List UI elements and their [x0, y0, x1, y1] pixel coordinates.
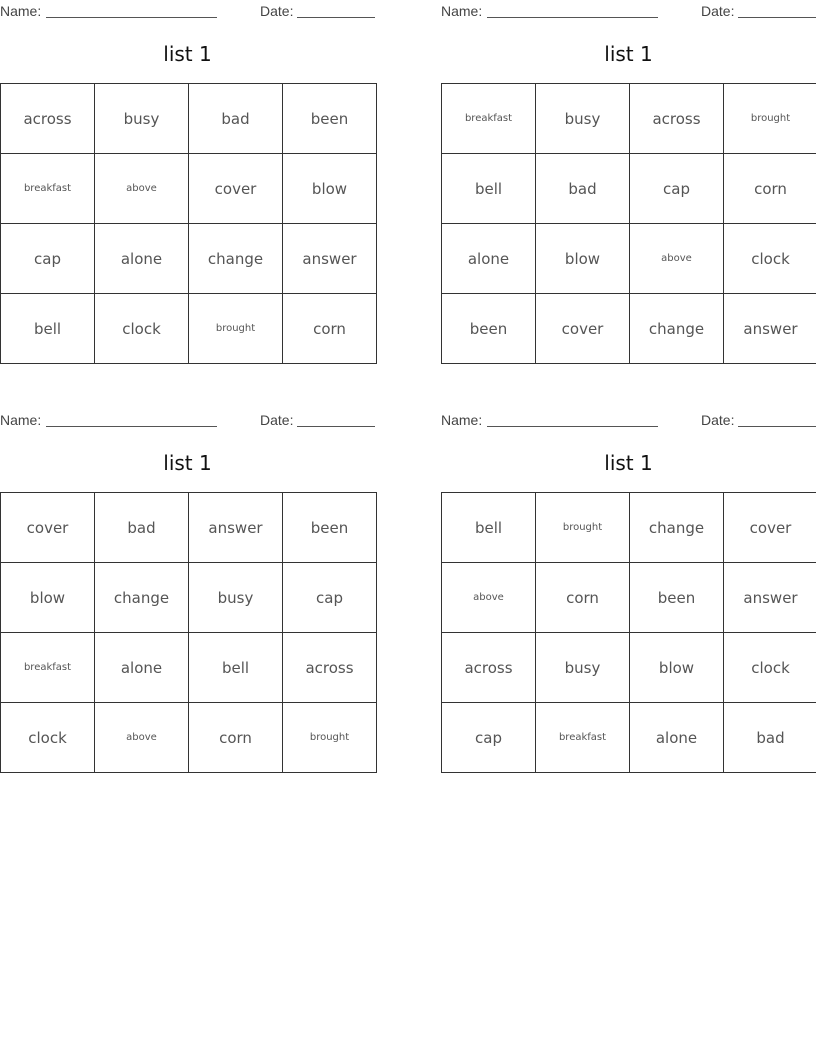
- bingo-card-1: [0, 0, 375, 365]
- name-label: Name:: [0, 3, 42, 19]
- grid-cell: across: [1, 84, 95, 154]
- grid-cell: cap: [283, 563, 377, 633]
- grid-cell: corn: [724, 154, 816, 224]
- grid-cell: bad: [724, 703, 816, 773]
- grid-cell: answer: [189, 493, 283, 563]
- grid-cell: clock: [724, 224, 816, 294]
- date-blank: [738, 412, 816, 427]
- grid-row: [1, 563, 377, 633]
- date-blank: [738, 3, 816, 18]
- grid-cell: breakfast: [1, 154, 95, 224]
- grid-cell: above: [442, 563, 536, 633]
- grid-cell: above: [95, 703, 189, 773]
- grid-cell: brought: [283, 703, 377, 773]
- grid-cell: been: [283, 84, 377, 154]
- grid-cell: bad: [536, 154, 630, 224]
- grid-row: [1, 84, 377, 154]
- card-header: [0, 0, 375, 22]
- grid-row: [442, 703, 816, 773]
- grid-cell: busy: [536, 633, 630, 703]
- grid-cell: bell: [1, 294, 95, 364]
- grid-cell: cover: [189, 154, 283, 224]
- grid-row: [1, 493, 377, 563]
- bingo-grid: [441, 83, 816, 364]
- grid-cell: blow: [630, 633, 724, 703]
- grid-cell: answer: [724, 563, 816, 633]
- name-blank: [487, 412, 658, 427]
- name-blank: [46, 412, 217, 427]
- name-blank: [46, 3, 217, 18]
- grid-cell: clock: [1, 703, 95, 773]
- name-label: Name:: [441, 412, 483, 428]
- grid-cell: blow: [1, 563, 95, 633]
- grid-cell: corn: [189, 703, 283, 773]
- grid-cell: cap: [442, 703, 536, 773]
- grid-cell: busy: [536, 84, 630, 154]
- grid-cell: brought: [189, 294, 283, 364]
- grid-cell: change: [95, 563, 189, 633]
- grid-cell: cover: [536, 294, 630, 364]
- grid-cell: bad: [95, 493, 189, 563]
- grid-cell: clock: [724, 633, 816, 703]
- grid-cell: been: [283, 493, 377, 563]
- date-label: Date:: [701, 3, 735, 19]
- grid-row: [1, 633, 377, 703]
- grid-cell: above: [630, 224, 724, 294]
- card-title: list 1: [163, 42, 212, 66]
- name-label: Name:: [441, 3, 483, 19]
- grid-cell: bad: [189, 84, 283, 154]
- grid-cell: cap: [630, 154, 724, 224]
- grid-cell: brought: [724, 84, 816, 154]
- name-label: Name:: [0, 412, 42, 428]
- name-blank: [487, 3, 658, 18]
- grid-cell: alone: [95, 224, 189, 294]
- grid-cell: change: [189, 224, 283, 294]
- date-label: Date:: [260, 3, 294, 19]
- card-title: list 1: [604, 42, 653, 66]
- card-header: [441, 409, 816, 431]
- bingo-card-2: [441, 0, 816, 365]
- grid-row: [442, 84, 816, 154]
- date-label: Date:: [701, 412, 735, 428]
- grid-cell: been: [630, 563, 724, 633]
- grid-row: [1, 294, 377, 364]
- grid-cell: bell: [189, 633, 283, 703]
- date-label: Date:: [260, 412, 294, 428]
- grid-cell: across: [442, 633, 536, 703]
- grid-cell: blow: [283, 154, 377, 224]
- card-title: list 1: [163, 451, 212, 475]
- grid-cell: busy: [95, 84, 189, 154]
- grid-cell: change: [630, 493, 724, 563]
- grid-cell: clock: [95, 294, 189, 364]
- grid-row: [442, 633, 816, 703]
- bingo-grid: [441, 492, 816, 773]
- grid-cell: answer: [724, 294, 816, 364]
- bingo-grid: [0, 83, 377, 364]
- grid-row: [442, 294, 816, 364]
- grid-cell: cover: [1, 493, 95, 563]
- grid-cell: busy: [189, 563, 283, 633]
- grid-cell: alone: [95, 633, 189, 703]
- grid-cell: change: [630, 294, 724, 364]
- grid-cell: bell: [442, 493, 536, 563]
- grid-cell: breakfast: [442, 84, 536, 154]
- grid-cell: brought: [536, 493, 630, 563]
- grid-cell: corn: [283, 294, 377, 364]
- grid-cell: breakfast: [1, 633, 95, 703]
- grid-cell: cap: [1, 224, 95, 294]
- grid-cell: answer: [283, 224, 377, 294]
- grid-cell: alone: [630, 703, 724, 773]
- bingo-card-4: [441, 409, 816, 774]
- grid-row: [442, 224, 816, 294]
- date-blank: [297, 3, 375, 18]
- grid-cell: cover: [724, 493, 816, 563]
- grid-row: [442, 154, 816, 224]
- grid-row: [1, 154, 377, 224]
- card-header: [0, 409, 375, 431]
- bingo-grid: [0, 492, 377, 773]
- grid-cell: been: [442, 294, 536, 364]
- grid-row: [442, 563, 816, 633]
- grid-cell: bell: [442, 154, 536, 224]
- grid-cell: blow: [536, 224, 630, 294]
- card-header: [441, 0, 816, 22]
- grid-cell: across: [630, 84, 724, 154]
- grid-cell: alone: [442, 224, 536, 294]
- card-title: list 1: [604, 451, 653, 475]
- grid-row: [1, 224, 377, 294]
- grid-cell: above: [95, 154, 189, 224]
- grid-row: [442, 493, 816, 563]
- bingo-card-3: [0, 409, 375, 774]
- grid-row: [1, 703, 377, 773]
- grid-cell: across: [283, 633, 377, 703]
- grid-cell: breakfast: [536, 703, 630, 773]
- grid-cell: corn: [536, 563, 630, 633]
- date-blank: [297, 412, 375, 427]
